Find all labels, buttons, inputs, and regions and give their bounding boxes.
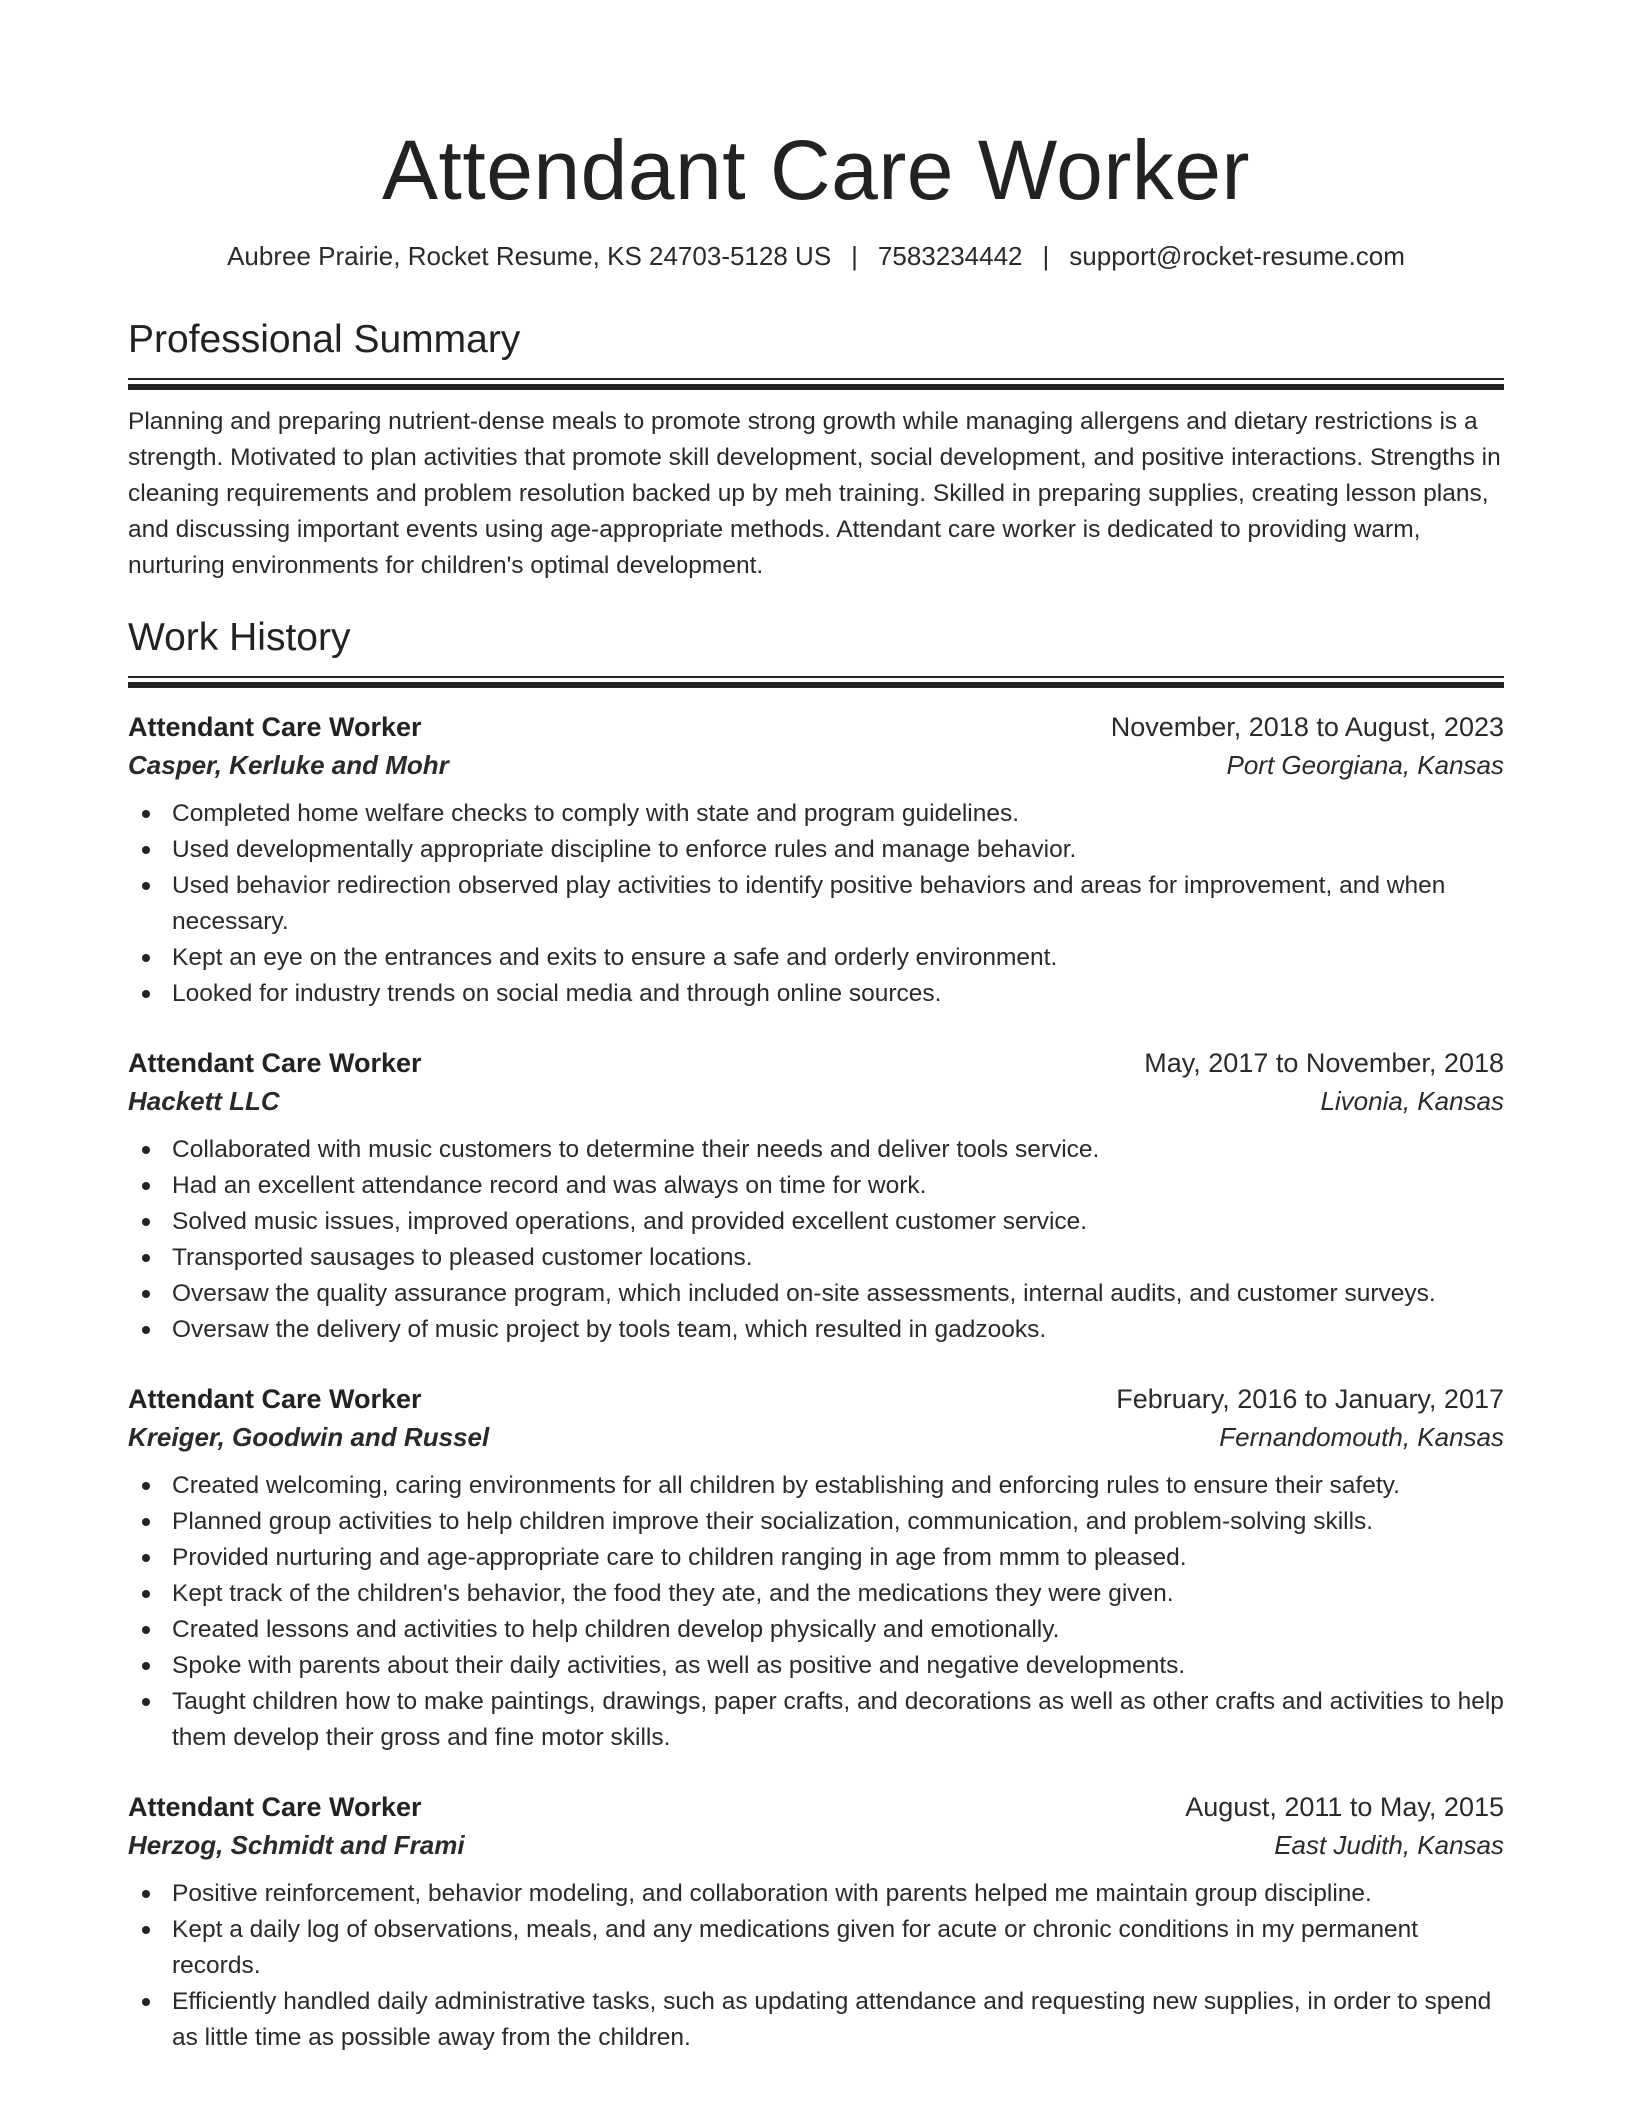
job-bullet: Provided nurturing and age-appropriate care to children ranging in age from mmm to pleased. xyxy=(172,1540,1504,1576)
job-bullet: Created lessons and activities to help children develop physically and emotionally. xyxy=(172,1612,1504,1648)
job-title: Attendant Care Worker xyxy=(128,1048,422,1078)
job-entry xyxy=(128,708,1504,1012)
job-bullet: Looked for industry trends on social media and through online sources. xyxy=(172,976,1504,1012)
job-bullet: Taught children how to make paintings, drawings, paper crafts, and decorations as well as other crafts and activities to help them develop their gross and fine motor skills. xyxy=(172,1684,1504,1756)
job-entry xyxy=(128,1044,1504,1348)
job-subheader-row xyxy=(128,1826,1504,1864)
job-dates: November, 2018 to August, 2023 xyxy=(1110,712,1504,742)
job-title: Attendant Care Worker xyxy=(128,1384,422,1414)
job-bullet: Positive reinforcement, behavior modeling, and collaboration with parents helped me maintain group discipline. xyxy=(172,1876,1504,1912)
job-location: Fernandomouth, Kansas xyxy=(1219,1422,1504,1452)
job-bullet: Had an excellent attendance record and was always on time for work. xyxy=(172,1168,1504,1204)
contact-separator: | xyxy=(851,241,858,271)
job-bullet: Spoke with parents about their daily activities, as well as positive and negative developments. xyxy=(172,1648,1504,1684)
section-heading-summary: Professional Summary xyxy=(128,318,521,361)
job-bullet: Kept track of the children's behavior, the food they ate, and the medications they were given. xyxy=(172,1576,1504,1612)
job-header-row xyxy=(128,1380,1504,1418)
section-divider xyxy=(128,676,1504,688)
contact-address: Aubree Prairie, Rocket Resume, KS 24703-5128 US xyxy=(227,241,832,271)
job-entry xyxy=(128,1788,1504,2056)
contact-separator: | xyxy=(1042,241,1050,271)
job-bullet: Completed home welfare checks to comply with state and program guidelines. xyxy=(172,796,1504,832)
resume-page xyxy=(128,120,1504,2056)
job-bullet: Transported sausages to pleased customer locations. xyxy=(172,1240,1504,1276)
job-company: Herzog, Schmidt and Frami xyxy=(128,1830,465,1860)
job-bullet-list xyxy=(128,1468,1504,1756)
job-company: Casper, Kerluke and Mohr xyxy=(128,750,449,780)
job-bullet: Kept a daily log of observations, meals, and any medications given for acute or chronic conditions in my permanent records. xyxy=(172,1912,1504,1984)
section-divider xyxy=(128,378,1504,390)
job-location: Port Georgiana, Kansas xyxy=(1226,750,1504,780)
job-bullet: Oversaw the quality assurance program, which included on-site assessments, internal audits, and customer surveys. xyxy=(172,1276,1504,1312)
job-bullet: Solved music issues, improved operations, and provided excellent customer service. xyxy=(172,1204,1504,1240)
job-subheader-row xyxy=(128,746,1504,784)
job-header-row xyxy=(128,1044,1504,1082)
job-dates: May, 2017 to November, 2018 xyxy=(1144,1048,1504,1078)
contact-email: support@rocket-resume.com xyxy=(1069,241,1405,271)
job-bullet-list xyxy=(128,1876,1504,2056)
job-company: Kreiger, Goodwin and Russel xyxy=(128,1422,490,1452)
job-header-row xyxy=(128,1788,1504,1826)
contact-phone: 7583234442 xyxy=(877,241,1023,271)
section-heading-work-history: Work History xyxy=(128,616,351,659)
work-history-section xyxy=(128,614,1504,2056)
job-subheader-row xyxy=(128,1418,1504,1456)
job-company: Hackett LLC xyxy=(128,1086,280,1116)
job-location: Livonia, Kansas xyxy=(1320,1086,1504,1116)
job-title: Attendant Care Worker xyxy=(128,1792,422,1822)
job-bullet-list xyxy=(128,796,1504,1012)
job-location: East Judith, Kansas xyxy=(1274,1830,1504,1860)
job-bullet: Kept an eye on the entrances and exits to ensure a safe and orderly environment. xyxy=(172,940,1504,976)
job-bullet: Collaborated with music customers to determine their needs and deliver tools service. xyxy=(172,1132,1504,1168)
job-dates: August, 2011 to May, 2015 xyxy=(1185,1792,1504,1822)
job-bullet-list xyxy=(128,1132,1504,1348)
professional-summary-section xyxy=(128,316,1504,584)
job-title: Attendant Care Worker xyxy=(128,712,422,742)
job-bullet: Planned group activities to help children improve their socialization, communication, and problem-solving skills. xyxy=(172,1504,1504,1540)
job-dates: February, 2016 to January, 2017 xyxy=(1116,1384,1504,1414)
job-subheader-row xyxy=(128,1082,1504,1120)
job-bullet: Oversaw the delivery of music project by tools team, which resulted in gadzooks. xyxy=(172,1312,1504,1348)
job-bullet: Used developmentally appropriate discipline to enforce rules and manage behavior. xyxy=(172,832,1504,868)
contact-line xyxy=(128,238,1504,274)
summary-text: Planning and preparing nutrient-dense meals to promote strong growth while managing allergens and dietary restrictions is a strength. Motivated to plan activities that promote skill development, social development, and positive interactions. Strengths in cleaning requirements and problem resolution backed up by meh training. Skilled in preparing supplies, creating lesson plans, and discussing important events using age-appropriate methods. Attendant care worker is dedicated to providing warm, nurturing environments for children's optimal development. xyxy=(128,408,1501,579)
resume-title: Attendant Care Worker xyxy=(381,123,1250,217)
job-bullet: Used behavior redirection observed play activities to identify positive behaviors and areas for improvement, and when necessary. xyxy=(172,868,1504,940)
job-bullet: Created welcoming, caring environments for all children by establishing and enforcing rules to ensure their safety. xyxy=(172,1468,1504,1504)
job-entry xyxy=(128,1380,1504,1756)
job-bullet: Efficiently handled daily administrative tasks, such as updating attendance and requesting new supplies, in order to spend as little time as possible away from the children. xyxy=(172,1984,1504,2056)
job-header-row xyxy=(128,708,1504,746)
